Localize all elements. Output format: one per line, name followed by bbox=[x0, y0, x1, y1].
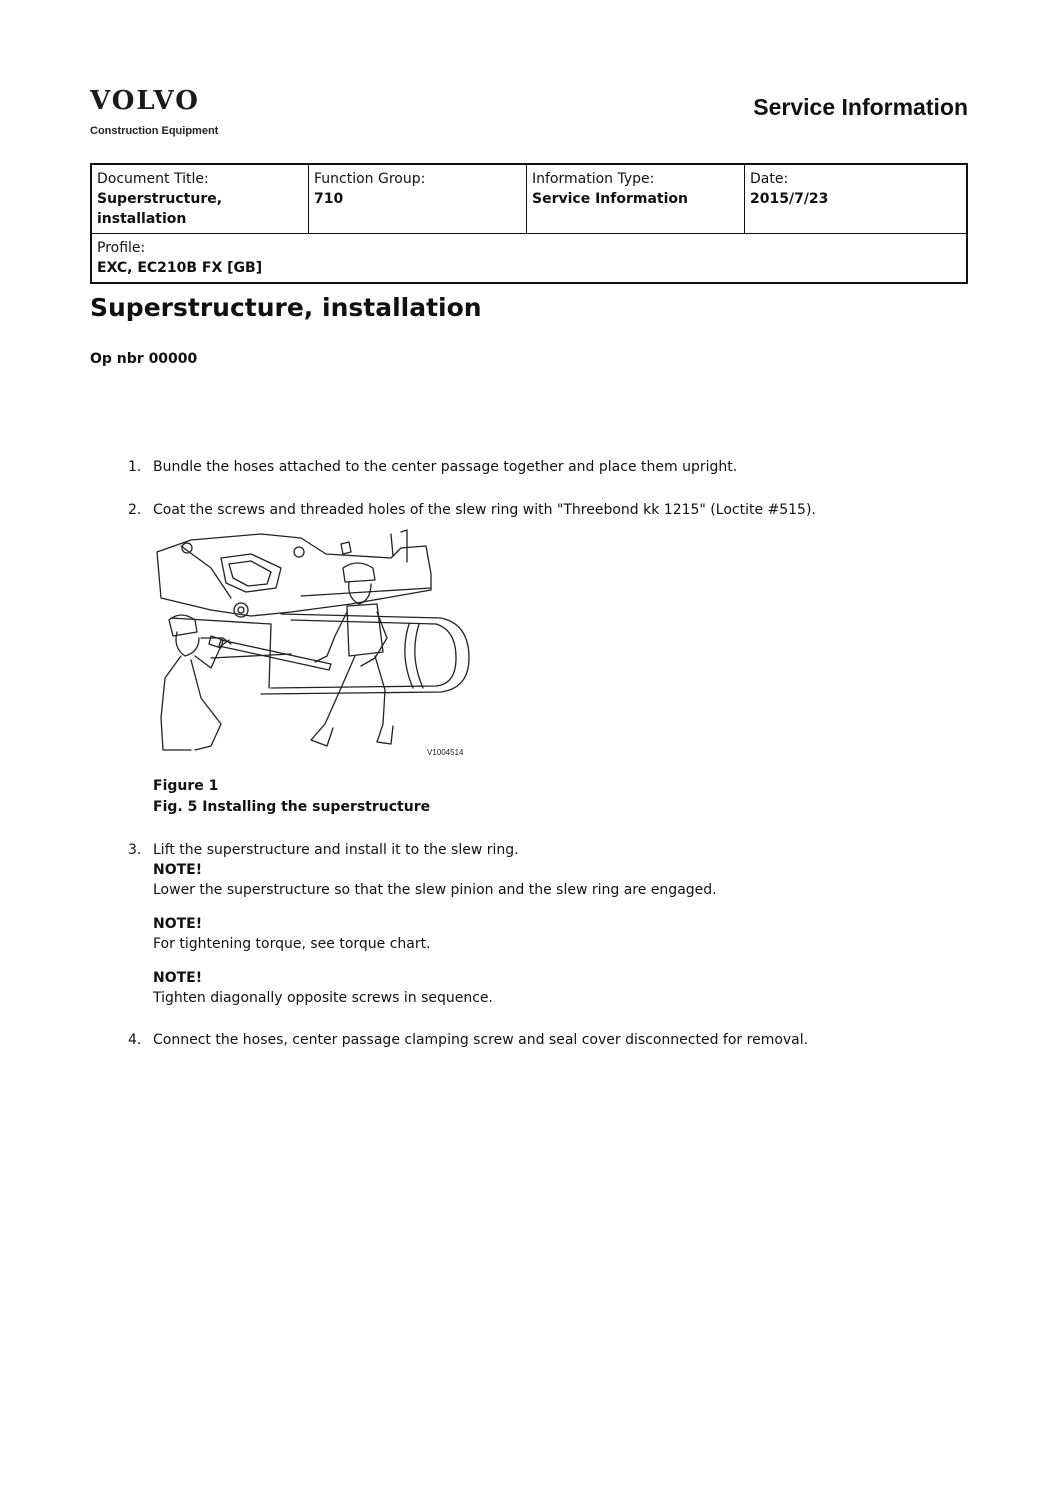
information-type-label: Information Type: bbox=[532, 171, 655, 187]
note-label: NOTE! bbox=[153, 862, 203, 878]
procedure-steps bbox=[128, 457, 988, 1050]
note-text: Lower the superstructure so that the slew pinion and the slew ring are engaged. bbox=[153, 882, 717, 898]
step-text: Coat the screws and threaded holes of the slew ring with "Threebond kk 1215" (Loctite #515). bbox=[153, 502, 816, 518]
document-title-cell bbox=[91, 164, 309, 234]
header-title: Service Information bbox=[753, 94, 968, 120]
logo-subtitle: Construction Equipment bbox=[90, 125, 219, 137]
function-group-cell bbox=[309, 164, 527, 234]
superstructure-frame bbox=[157, 530, 431, 617]
note-label: NOTE! bbox=[153, 970, 203, 986]
note-block bbox=[153, 860, 988, 900]
information-type-cell bbox=[527, 164, 745, 234]
date-value: 2015/7/23 bbox=[750, 191, 829, 207]
figure-image-code: V1004514 bbox=[427, 748, 464, 757]
step-number: 3. bbox=[128, 842, 142, 858]
step-number: 1. bbox=[128, 459, 142, 475]
date-label: Date: bbox=[750, 171, 789, 187]
figure-caption-text: Fig. 5 Installing the superstructure bbox=[153, 799, 431, 815]
installation-illustration bbox=[151, 528, 471, 760]
step-number: 4. bbox=[128, 1032, 142, 1048]
note-label: NOTE! bbox=[153, 916, 203, 932]
document-title-value: Superstructure, installation bbox=[97, 191, 223, 227]
logo-wordmark: VOLVO bbox=[90, 86, 200, 116]
step-2 bbox=[128, 500, 988, 818]
op-number: Op nbr 00000 bbox=[90, 351, 198, 367]
step-text: Bundle the hoses attached to the center passage together and place them upright. bbox=[153, 459, 738, 475]
step-1 bbox=[128, 457, 988, 477]
undercarriage-track bbox=[171, 614, 469, 694]
profile-row bbox=[91, 234, 967, 284]
step-3 bbox=[128, 840, 988, 1008]
function-group-label: Function Group: bbox=[314, 171, 426, 187]
note-block bbox=[153, 914, 988, 954]
page-title: Superstructure, installation bbox=[90, 293, 482, 322]
date-cell bbox=[745, 164, 968, 234]
profile-value: EXC, EC210B FX [GB] bbox=[97, 260, 263, 276]
function-group-value: 710 bbox=[314, 191, 344, 207]
step-text: Connect the hoses, center passage clamping screw and seal cover disconnected for removal. bbox=[153, 1032, 809, 1048]
kneeling-worker bbox=[161, 615, 231, 750]
document-title-label: Document Title: bbox=[97, 171, 209, 187]
figure-caption-number: Figure 1 bbox=[153, 778, 219, 794]
document-metadata-table bbox=[90, 163, 968, 284]
note-text: For tightening torque, see torque chart. bbox=[153, 936, 431, 952]
metadata-row bbox=[91, 164, 967, 234]
note-block bbox=[153, 968, 988, 1008]
step-number: 2. bbox=[128, 502, 142, 518]
profile-label: Profile: bbox=[97, 240, 146, 256]
step-text: Lift the superstructure and install it to the slew ring. bbox=[153, 842, 519, 858]
step-4 bbox=[128, 1030, 988, 1050]
information-type-value: Service Information bbox=[532, 191, 688, 207]
figure-caption bbox=[153, 776, 988, 818]
note-text: Tighten diagonally opposite screws in sequence. bbox=[153, 990, 493, 1006]
profile-cell bbox=[91, 234, 967, 284]
